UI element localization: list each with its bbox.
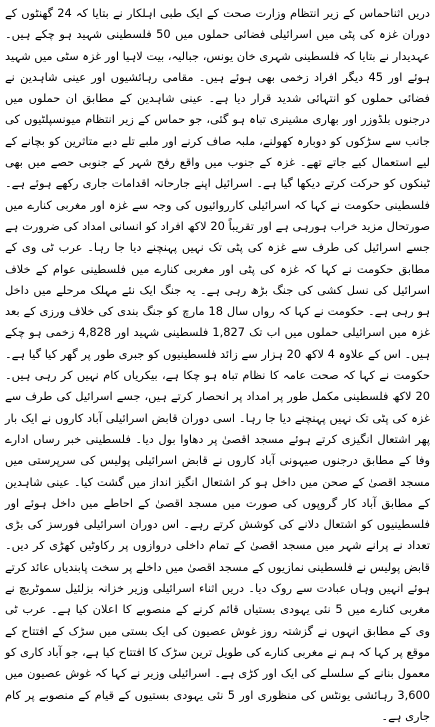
article-body-text: دریں اثناحماس کے زیر انتظام وزارت صحت کے ایک طبی اہلکار نے بتایا کہ 24 گھنٹوں کے دوران غزہ کی پٹی میں اسرائیلی فضائی حملوں میں 50 فلسطینی شہید ہو چکے ہیں۔ عہدیدار نے بتایا کہ فلسطینی شہری خان یونس، جبالیہ، بیت لاہیا اور غزہ سٹی میں شہید ہوئے اور 45 دیگر افراد زخمی بھی ہوئے ہیں۔ مقامی رہائشیوں اور عینی شاہدین نے فضائی حملوں کو انتہائی شدید قرار دیا ہے۔ عینی شاہدین کے مطابق ان حملوں میں درجنوں بلڈوزر اور بھاری مشینری تباہ ہو گئی، جو حماس کے زیر انتظام میونسپلٹیوں کی جانب سے سڑکوں کو دوبارہ کھولنے، ملبہ صاف کرنے اور ملبے تلے دبے متاثرین کو بچانے کے لیے استعمال کیے جاتے تھے۔ غزہ کے جنوب میں واقع رفح شہر کے جنوبی حصے میں بھی ٹینکوں کو حرکت کرتے دیکھا گیا ہے۔ اسرائیل اپنے جارحانہ اقدامات جاری رکھے ہوئے ہے۔ فلسطینی حکومت نے کہا کہ اسرائیلی کارروائیوں کی وجہ سے غزہ اور مغربی کنارے میں صورتحال مزید خراب ہورہی ہے اور تقریباً 20 لاکھ افراد کو انسانی امداد کی ضرورت ہے جسے اسرائیل کی طرف سے غزہ کی پٹی تک نہیں پہنچنے دیا جا رہا۔ عرب ٹی وی کے مطابق حکومت نے کہا کہ غزہ کی پٹی اور مغربی کنارے میں فلسطینی عوام کے خلاف اسرائیل کی نسل کشی کی جنگ بڑھ رہی ہے۔ یہ جنگ ایک نئے مہلک مرحلے میں داخل ہو رہی ہے۔ حکومت نے کہا کہ رواں سال 18 مارچ کو جنگ بندی کی خلاف ورزی کے بعد غزہ میں اسرائیلی حملوں میں اب تک 1,827 فلسطینی شہید اور 4,828 زخمی ہو چکے ہیں۔ اس کے علاوہ 4 لاکھ 20 ہزار سے زائد فلسطینیوں کو جبری طور پر گھر کیا گیا ہے۔ حکومت نے کہا کہ صحت عامہ کا نظام تباہ ہو چکا ہے، بیکریاں کام نہیں کر رہی ہیں۔ 20 لاکھ فلسطینی مکمل طور پر امداد پر انحصار کرتے ہیں، جسے اسرائیل کی طرف سے غزہ کی پٹی تک نہیں پہنچنے دیا جا رہا۔ اسی دوران قابض اسرائیلی آباد کاروں نے ایک بار پھر اشتعال انگیزی کرتے ہوئے مسجد اقصیٰ پر دھاوا بول دیا۔ فلسطینی خبر رساں ادارے وفا کے مطابق درجنوں صیہونی آباد کاروں نے قابض اسرائیلی پولیس کی سرپرستی میں مسجد اقصیٰ کے صحن میں داخل ہو کر اشتعال انگیز انداز میں گشت کیا۔ عینی شاہدین کے مطابق آباد کار گروپوں کی صورت میں مسجد اقصیٰ کے احاطے میں داخل ہوئے اور فلسطینیوں کو اشتعال دلانے کی کوشش کرتے رہے۔ اس دوران اسرائیلی فورسز کی بڑی تعداد نے پرانے شہر میں مسجد اقصیٰ کے تمام داخلی دروازوں پر رکاوٹیں کھڑی کر دیں۔ قابض پولیس نے فلسطینی نمازیوں کے مسجد اقصیٰ میں داخلے پر سخت پابندیاں عائد کرتے ہوئے انہیں وہاں عبادت سے روک دیا۔ دریں اثناء اسرائیلی وزیر خزانہ بزلئیل سموٹریچ نے مغربی کنارے میں 5 نئی یہودی بستیاں قائم کرنے کے منصوبے کا اعلان کیا ہے۔ عرب ٹی وی کے مطابق انہوں نے گزشتہ روز غوش عصیون کی ایک بستی میں سڑک کے افتتاح کے موقع پر کہا کہ ہم نے مغربی کنارے کی طویل ترین سڑک کا افتتاح کیا ہے، جو آباد کاری کو معمول بنانے کے سلسلے کی ایک اور کڑی ہے۔ اسرائیلی وزیر نے کہا کہ غوش عصیون میں 3,600 رہائشی یونٹس کی منظوری اور 5 نئی یہودی بستیوں کے قیام کے منصوبے پر کام جاری ہے۔ [5, 6, 431, 723]
